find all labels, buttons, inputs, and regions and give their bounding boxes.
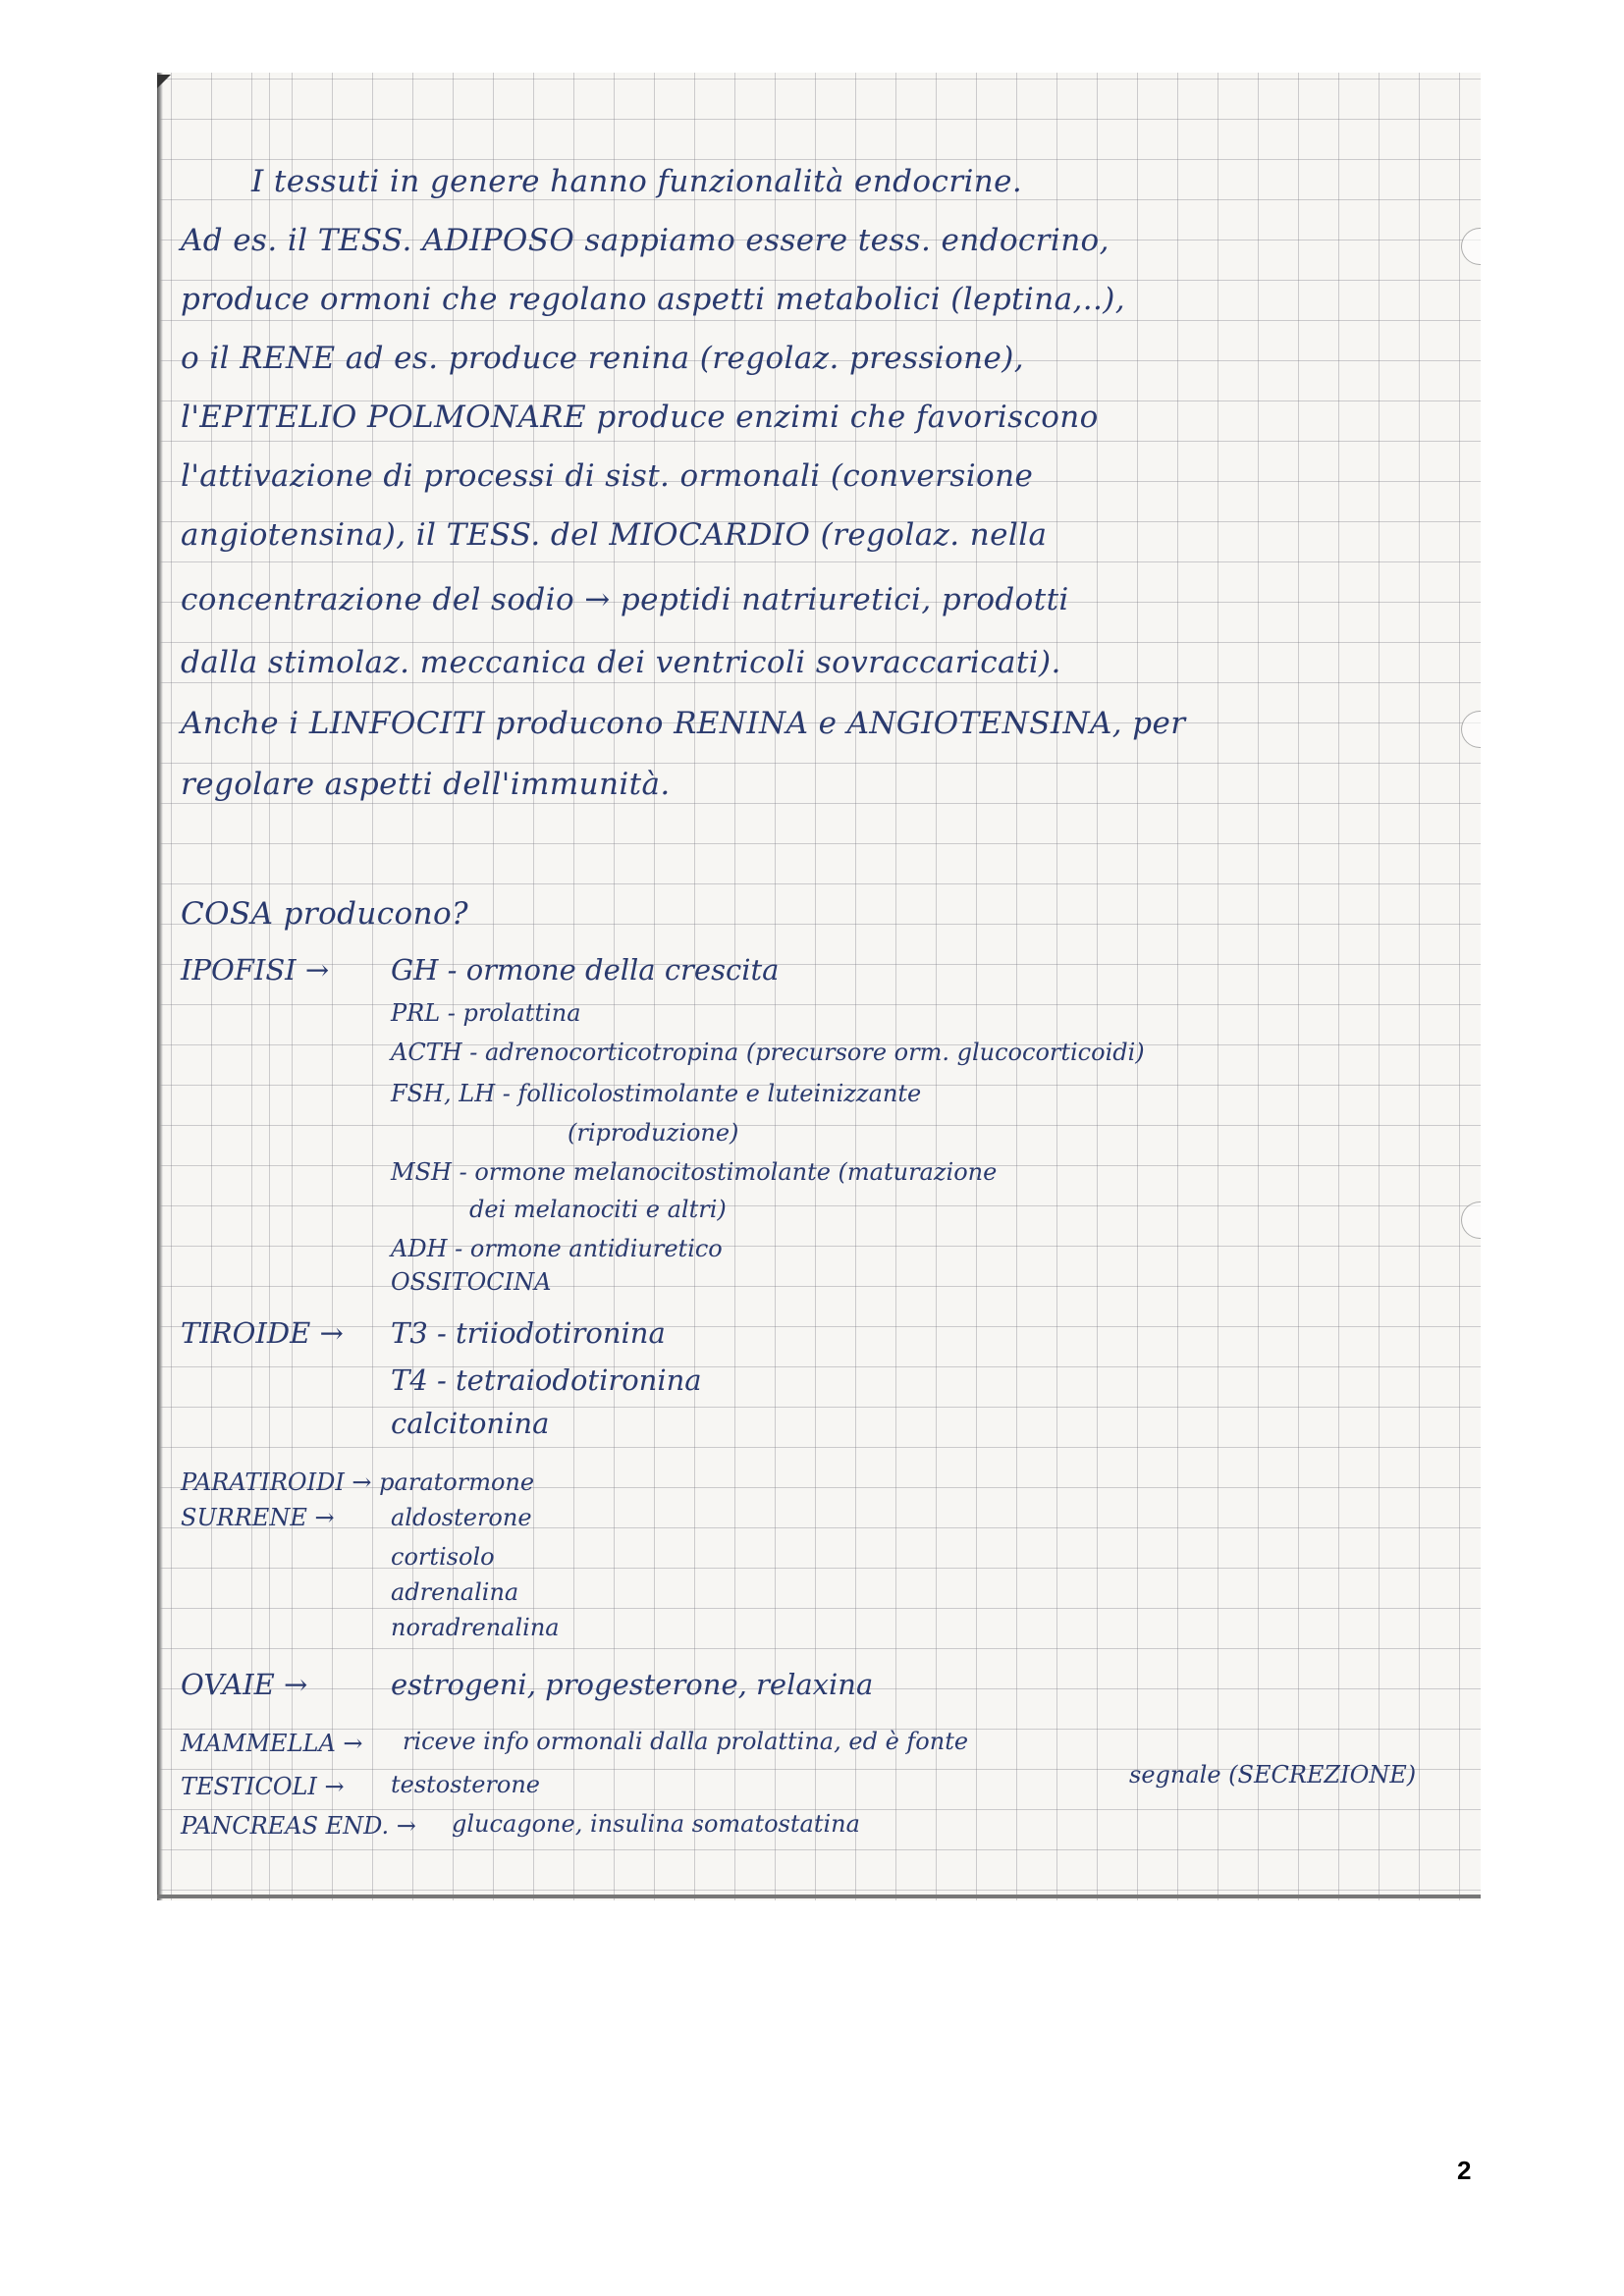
hormone-item: MSH - ormone melanocitostimolante (maturazione <box>391 1158 998 1186</box>
hormone-item: ACTH - adrenocorticotropina (precursore orm. glucocorticoidi) <box>391 1039 1145 1066</box>
hormone-item-note: (riproduzione) <box>568 1119 739 1147</box>
scan-corner-mark <box>157 75 171 88</box>
scan-edge <box>157 1895 1481 1898</box>
section-question: COSA producono? <box>181 896 469 932</box>
hormone-item: T3 - triiodotironina <box>391 1316 666 1350</box>
punch-hole <box>1461 1201 1481 1239</box>
paragraph-line: o il RENE ad es. produce renina (regolaz. pressione), <box>181 341 1025 376</box>
hormone-item: noradrenalina <box>391 1614 560 1641</box>
hormone-item: riceve info ormonali dalla prolattina, ed è fonte <box>403 1728 969 1755</box>
hormone-item: OSSITOCINA <box>391 1268 552 1296</box>
hormone-item: T4 - tetraiodotironina <box>391 1363 702 1397</box>
paragraph-line: angiotensina), il TESS. del MIOCARDIO (regolaz. nella <box>181 517 1048 553</box>
organ-testicoli: TESTICOLI → <box>181 1773 345 1800</box>
paragraph-line: concentrazione del sodio → peptidi natriuretici, prodotti <box>181 582 1069 617</box>
hormone-item: calcitonina <box>391 1407 550 1440</box>
paragraph-line: regolare aspetti dell'immunità. <box>181 767 671 802</box>
paragraph-line: Anche i LINFOCITI producono RENINA e ANGIOTENSINA, per <box>181 706 1186 741</box>
organ-mammella: MAMMELLA → <box>181 1730 363 1757</box>
hormone-item: ADH - ormone antidiuretico <box>391 1235 723 1262</box>
hormone-item: GH - ormone della crescita <box>391 953 780 987</box>
organ-ipofisi: IPOFISI → <box>181 953 330 987</box>
paragraph-line: Ad es. il TESS. ADIPOSO sappiamo essere tess. endocrino, <box>181 223 1110 258</box>
hormone-item: aldosterone <box>391 1504 532 1531</box>
paragraph-line: dalla stimolaz. meccanica dei ventricoli sovraccaricati). <box>181 645 1061 680</box>
organ-pancreas: PANCREAS END. → <box>181 1812 416 1840</box>
hormone-item: estrogeni, progesterone, relaxina <box>391 1668 874 1701</box>
hormone-item: adrenalina <box>391 1578 519 1606</box>
punch-hole <box>1461 228 1481 265</box>
organ-tiroide: TIROIDE → <box>181 1316 344 1350</box>
organ-surrene: SURRENE → <box>181 1504 335 1531</box>
hormone-item: FSH, LH - follicolostimolante e luteinizzante <box>391 1080 922 1107</box>
hormone-item: testosterone <box>391 1771 541 1798</box>
hormone-item-note: dei melanociti e altri) <box>469 1196 727 1223</box>
paragraph-line: produce ormoni che regolano aspetti metabolici (leptina,..), <box>181 282 1125 317</box>
scan-edge <box>157 73 163 1900</box>
punch-hole <box>1461 711 1481 748</box>
organ-paratiroidi: PARATIROIDI → paratormone <box>181 1468 535 1496</box>
paragraph-line: l'attivazione di processi di sist. ormonali (conversione <box>181 458 1034 494</box>
paragraph-line: I tessuti in genere hanno funzionalità endocrine. <box>251 164 1023 199</box>
hormone-item-note: segnale (SECREZIONE) <box>1129 1761 1417 1789</box>
page-number: 2 <box>1457 2156 1472 2185</box>
notebook-page-scan <box>157 73 1481 1900</box>
paragraph-line: l'EPITELIO POLMONARE produce enzimi che favoriscono <box>181 400 1099 435</box>
hormone-item: cortisolo <box>391 1543 495 1571</box>
hormone-item: glucagone, insulina somatostatina <box>452 1810 860 1838</box>
hormone-item: PRL - prolattina <box>391 999 581 1027</box>
organ-ovaie: OVAIE → <box>181 1668 308 1701</box>
